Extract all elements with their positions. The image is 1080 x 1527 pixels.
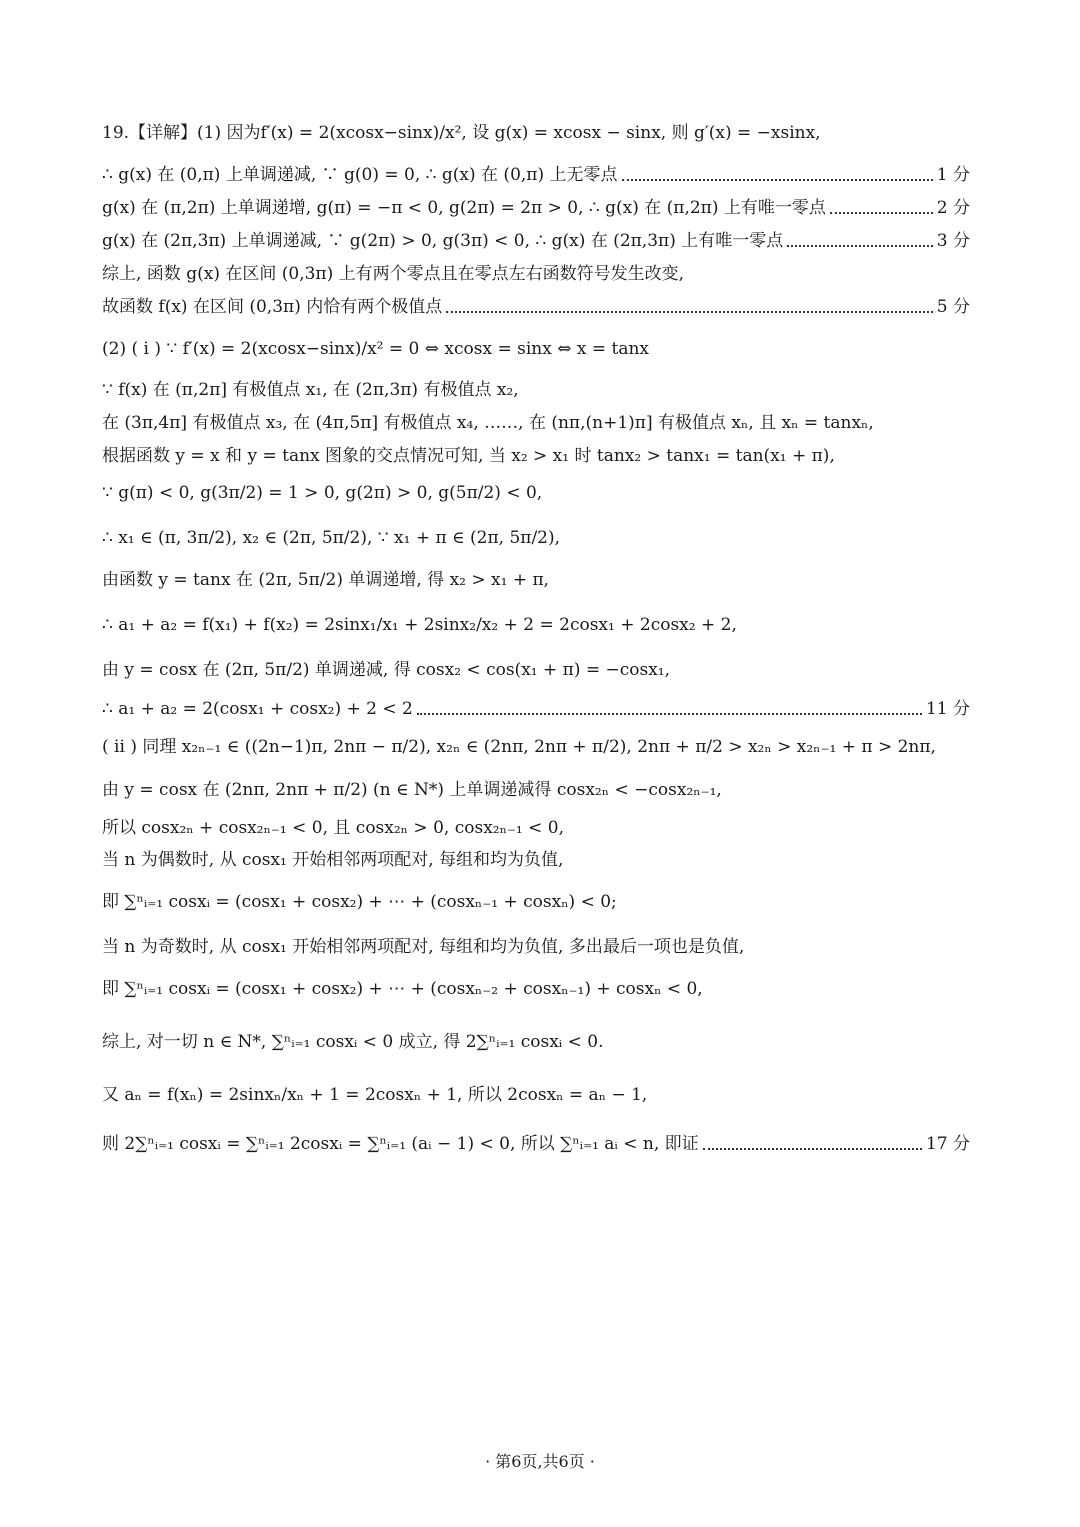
solution-line-18: 由 y = cosx 在 (2nπ, 2nπ + π/2) (n ∈ N*) 上单调递减得 cosx₂ₙ < −cosx₂ₙ₋₁, xyxy=(102,780,722,800)
solution-line-3: g(x) 在 (π,2π) 上单调递增, g(π) = −π < 0, g(2π) = 2π > 0, ∴ g(x) 在 (π,2π) 上有唯一零点 2 分 xyxy=(102,198,970,218)
solution-line-25: 又 aₙ = f(xₙ) = 2sinxₙ/xₙ + 1 = 2cosxₙ + 1, 所以 2cosxₙ = aₙ − 1, xyxy=(102,1085,648,1105)
dot-leader xyxy=(622,179,933,181)
dot-leader xyxy=(417,713,922,715)
dot-leader xyxy=(703,1148,922,1150)
dot-leader xyxy=(446,311,933,313)
solution-line-13: 由函数 y = tanx 在 (2π, 5π/2) 单调递增, 得 x₂ > x₁ + π, xyxy=(102,570,550,590)
solution-line-19: 所以 cosx₂ₙ + cosx₂ₙ₋₁ < 0, 且 cosx₂ₙ > 0, cosx₂ₙ₋₁ < 0, xyxy=(102,818,565,838)
score-label: 11 分 xyxy=(925,699,970,719)
dot-leader xyxy=(830,212,933,214)
solution-line-23: 即 ∑ⁿᵢ₌₁ cosxᵢ = (cosx₁ + cosx₂) + ⋯ + (cosxₙ₋₂ + cosxₙ₋₁) + cosxₙ < 0, xyxy=(102,979,703,999)
solution-line-8: ∵ f(x) 在 (π,2π] 有极值点 x₁, 在 (2π,3π) 有极值点 x₂, xyxy=(102,380,519,400)
solution-line-7: (2) ( i ) ∵ f′(x) = 2(xcosx−sinx)/x² = 0 ⇔ xcosx = sinx ⇔ x = tanx xyxy=(102,339,649,359)
solution-line-26: 则 2∑ⁿᵢ₌₁ cosxᵢ = ∑ⁿᵢ₌₁ 2cosxᵢ = ∑ⁿᵢ₌₁ (aᵢ − 1) < 0, 所以 ∑ⁿᵢ₌₁ aᵢ < n, 即证 17 分 xyxy=(102,1134,970,1154)
solution-line-2: ∴ g(x) 在 (0,π) 上单调递减, ∵ g(0) = 0, ∴ g(x) 在 (0,π) 上无零点 1 分 xyxy=(102,165,970,185)
solution-line-21: 即 ∑ⁿᵢ₌₁ cosxᵢ = (cosx₁ + cosx₂) + ⋯ + (cosxₙ₋₁ + cosxₙ) < 0; xyxy=(102,892,617,912)
solution-line-14: ∴ a₁ + a₂ = f(x₁) + f(x₂) = 2sinx₁/x₁ + 2sinx₂/x₂ + 2 = 2cosx₁ + 2cosx₂ + 2, xyxy=(102,615,737,635)
solution-line-12: ∴ x₁ ∈ (π, 3π/2), x₂ ∈ (2π, 5π/2), ∵ x₁ + π ∈ (2π, 5π/2), xyxy=(102,528,561,548)
solution-line-17: ( ii ) 同理 x₂ₙ₋₁ ∈ ((2n−1)π, 2nπ − π/2), x₂ₙ ∈ (2nπ, 2nπ + π/2), 2nπ + π/2 > x₂ₙ > x₂ₙ₋₁ + π > 2nπ, xyxy=(102,737,936,757)
solution-line-24: 综上, 对一切 n ∈ N*, ∑ⁿᵢ₌₁ cosxᵢ < 0 成立, 得 2∑ⁿᵢ₌₁ cosxᵢ < 0. xyxy=(102,1032,604,1052)
solution-line-20: 当 n 为偶数时, 从 cosx₁ 开始相邻两项配对, 每组和均为负值, xyxy=(102,850,564,870)
solution-line-4: g(x) 在 (2π,3π) 上单调递减, ∵ g(2π) > 0, g(3π) < 0, ∴ g(x) 在 (2π,3π) 上有唯一零点 3 分 xyxy=(102,231,970,251)
solution-line-22: 当 n 为奇数时, 从 cosx₁ 开始相邻两项配对, 每组和均为负值, 多出最后一项也是负值, xyxy=(102,937,745,957)
solution-line-10: 根据函数 y = x 和 y = tanx 图象的交点情况可知, 当 x₂ > x₁ 时 tanx₂ > tanx₁ = tan(x₁ + π), xyxy=(102,446,835,466)
solution-line-11: ∵ g(π) < 0, g(3π/2) = 1 > 0, g(2π) > 0, g(5π/2) < 0, xyxy=(102,483,543,503)
score-label: 2 分 xyxy=(936,198,970,218)
solution-line-16: ∴ a₁ + a₂ = 2(cosx₁ + cosx₂) + 2 < 2 11 分 xyxy=(102,699,970,719)
solution-line-9: 在 (3π,4π] 有极值点 x₃, 在 (4π,5π] 有极值点 x₄, ……, 在 (nπ,(n+1)π] 有极值点 xₙ, 且 xₙ = tanxₙ, xyxy=(102,413,874,433)
dot-leader xyxy=(787,245,933,247)
solution-line-5: 综上, 函数 g(x) 在区间 (0,3π) 上有两个零点且在零点左右函数符号发生改变, xyxy=(102,264,685,284)
solution-line-1: 19.【详解】(1) 因为f′(x) = 2(xcosx−sinx)/x², 设 g(x) = xcosx − sinx, 则 g′(x) = −xsinx, xyxy=(102,123,821,143)
score-label: 5 分 xyxy=(936,297,970,317)
score-label: 3 分 xyxy=(936,231,970,251)
solution-line-15: 由 y = cosx 在 (2π, 5π/2) 单调递减, 得 cosx₂ < cos(x₁ + π) = −cosx₁, xyxy=(102,660,671,680)
score-label: 17 分 xyxy=(925,1134,970,1154)
score-label: 1 分 xyxy=(936,165,970,185)
solution-line-6: 故函数 f(x) 在区间 (0,3π) 内恰有两个极值点 5 分 xyxy=(102,297,970,317)
page-footer: · 第6页,共6页 · xyxy=(485,1452,595,1471)
